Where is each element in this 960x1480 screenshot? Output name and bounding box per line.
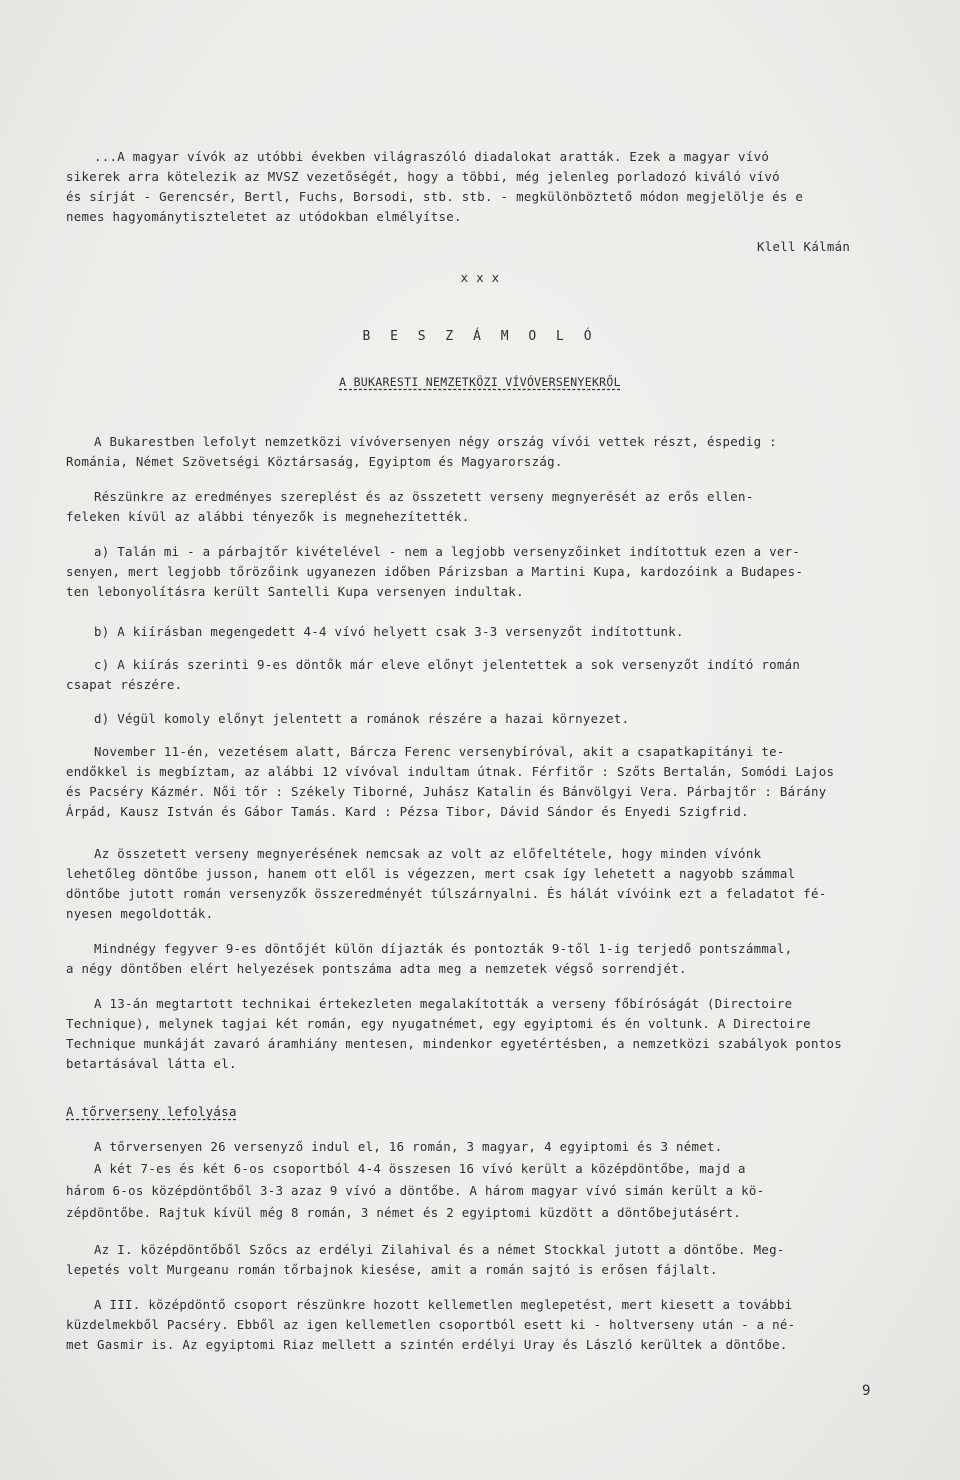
separator-mark: x x x <box>460 270 500 285</box>
body-line: Technique munkáját zavaró áramhiány mentesen, mindenkor egyetértésben, a nemzetközi szabályok pontos <box>66 1036 842 1051</box>
section-line: A III. középdöntő csoport részünkre hozott kellemetlen meglepetést, mert kiesett a további <box>94 1297 793 1312</box>
section-line: Az I. középdöntőből Szőcs az erdélyi Zilahival és a német Stockkal jutott a döntőbe. Meg- <box>94 1242 785 1257</box>
body-line: a négy döntőben elért helyezések pontszáma adta meg a nemzetek végső sorrendjét. <box>66 961 687 976</box>
body-line: döntőbe jutott román versenyzők összeredményét túlszárnyalni. És hálát vívóink ezt a feladatot fé- <box>66 886 827 901</box>
body-line: endőkkel is megbíztam, az alábbi 12 vívóval indultam útnak. Férfitőr : Szőts Bertalán, Somódi Lajos <box>66 764 835 779</box>
page-number: 9 <box>862 1383 871 1399</box>
section-heading: A tőrverseny lefolyása <box>66 1104 237 1119</box>
body-line: A 13-án megtartott technikai értekezleten megalakították a verseny főbíróságát (Directoire <box>94 996 793 1011</box>
body-line: a) Talán mi - a párbajtőr kivételével - nem a legjobb versenyzőinket indítottuk ezen a ver- <box>94 544 801 559</box>
body-line: Az összetett verseny megnyerésének nemcsak az volt az előfeltétele, hogy minden vívónk <box>94 846 762 861</box>
body-line: b) A kiírásban megengedett 4-4 vívó helyett csak 3-3 versenyzőt indítottunk. <box>94 624 684 639</box>
section-line: küzdelmekből Pacséry. Ebből az igen kellemetlen csoportból esett ki - holtverseny után - a né- <box>66 1317 796 1332</box>
body-line: November 11-én, vezetésem alatt, Bárcza Ferenc versenybíróval, akit a csapatkapitányi te- <box>94 744 785 759</box>
section-line: A tőrversenyen 26 versenyző indul el, 16 román, 3 magyar, 4 egyiptomi és 3 német. <box>94 1139 723 1154</box>
intro-line-4: nemes hagyománytiszteletet az utódokban elmélyítse. <box>66 209 462 224</box>
body-line: lehetőleg döntőbe jusson, hanem ott elől is végezzen, mert csak így lehetett a nagyobb számmal <box>66 866 796 881</box>
section-line: zépdöntőbe. Rajtuk kívül még 8 román, 3 német és 2 egyiptomi küzdött a döntőbejutásért. <box>66 1205 742 1220</box>
report-subtitle: A BUKARESTI NEMZETKÖZI VÍVÓVERSENYEKRŐL <box>339 375 621 389</box>
body-line: nyesen megoldották. <box>66 906 214 921</box>
body-line: Technique), melynek tagjai két román, egy nyugatnémet, egy egyiptomi és én voltunk. A Directoire <box>66 1016 811 1031</box>
body-line: betartásával látta el. <box>66 1056 237 1071</box>
body-line: és Pacséry Kázmér. Női tőr : Székely Tiborné, Juhász Katalin és Bánvölgyi Vera. Párbajtőr : Bárány <box>66 784 827 799</box>
body-line: Árpád, Kausz István és Gábor Tamás. Kard : Pézsa Tibor, Dávid Sándor és Enyedi Szigfrid. <box>66 804 749 819</box>
section-line: három 6-os középdöntőből 3-3 azaz 9 vívó a döntőbe. A három magyar vívó simán került a kö- <box>66 1183 765 1198</box>
body-line: senyen, mert legjobb tőrözőink ugyanezen időben Párizsban a Martini Kupa, kardozóink a Budapes- <box>66 564 804 579</box>
body-line: ten lebonyolításra került Santelli Kupa versenyen indultak. <box>66 584 524 599</box>
intro-line-1: ...A magyar vívók az utóbbi években világraszóló diadalokat aratták. Ezek a magyar vívó <box>94 149 770 164</box>
section-line: met Gasmir is. Az egyiptomi Riaz mellett a szintén erdélyi Uray és László kerültek a döntőbe. <box>66 1337 788 1352</box>
body-line: feleken kívül az alábbi tényezők is megnehezítették. <box>66 509 470 524</box>
body-line: c) A kiírás szerinti 9-es döntők már eleve előnyt jelentettek a sok versenyzőt indító román <box>94 657 801 672</box>
section-line: A két 7-es és két 6-os csoportból 4-4 összesen 16 vívó került a középdöntőbe, majd a <box>94 1161 746 1176</box>
report-title: B E S Z Á M O L Ó <box>362 329 598 344</box>
body-line: Részünkre az eredményes szereplést és az összetett verseny megnyerését az erős ellen- <box>94 489 754 504</box>
body-line: csapat részére. <box>66 677 183 692</box>
section-line: lepetés volt Murgeanu román tőrbajnok kiesése, amit a román sajtó is erősen fájlalt. <box>66 1262 718 1277</box>
body-line: A Bukarestben lefolyt nemzetközi vívóversenyen négy ország vívói vettek részt, éspedig : <box>94 434 777 449</box>
body-line: d) Végül komoly előnyt jelentett a románok részére a hazai környezet. <box>94 711 630 726</box>
intro-line-3: és sírját - Gerencsér, Bertl, Fuchs, Borsodi, stb. stb. - megkülönböztető módon megjelölje és e <box>66 189 804 204</box>
intro-line-2: sikerek arra kötelezik az MVSZ vezetőségét, hogy a többi, még jelenleg porladozó kiváló vívó <box>66 169 780 184</box>
body-line: Mindnégy fegyver 9-es döntőjét külön díjazták és pontozták 9-től 1-ig terjedő pontszámmal, <box>94 941 793 956</box>
body-line: Románia, Német Szövetségi Köztársaság, Egyiptom és Magyarország. <box>66 454 563 469</box>
signature: Klell Kálmán <box>757 239 851 254</box>
